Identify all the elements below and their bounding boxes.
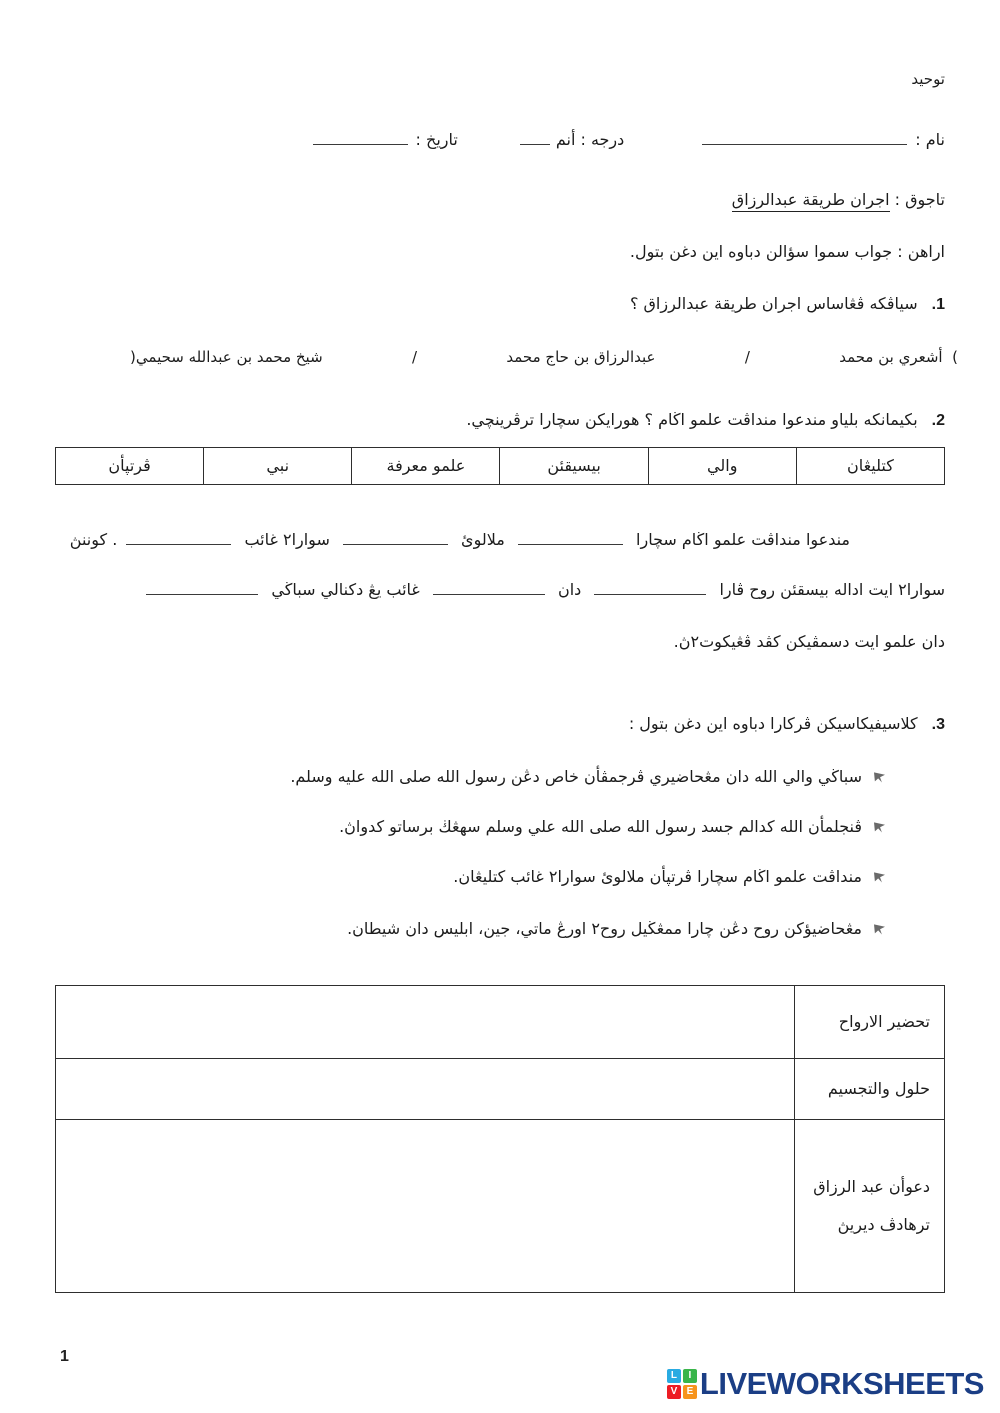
bullet-text[interactable]: منداڤت علمو اڬام سچارا ڤرتڽأن ملالوئ سوارا٢ غائب كتليڠان.	[453, 867, 862, 886]
word-bank-cell: ڤرتڽأن	[108, 456, 151, 475]
word-bank-cell: كتليڠان	[796, 448, 944, 484]
date-label: تاريخ :	[415, 130, 458, 149]
classification-table	[55, 985, 945, 1293]
logo-tile-v: V	[667, 1385, 681, 1399]
question-2-number: 2.	[931, 412, 945, 429]
grade-blank[interactable]	[520, 130, 550, 145]
row-label: تحضير الارواح	[794, 986, 944, 1058]
fill-text: ملالوئ	[461, 530, 505, 549]
bullet-icon	[874, 822, 885, 833]
question-2-text: بكيمانكه بلياو مندعوا منداڤت علمو اڬام ؟ هورايكن سچارا ترڤرينچي.	[466, 410, 918, 429]
fill-text: . كوننڽ	[69, 530, 118, 549]
word-bank-cell: والي	[648, 448, 796, 484]
answer-blank-4[interactable]	[594, 580, 706, 595]
bullet-icon	[874, 772, 885, 783]
table-row	[56, 1059, 944, 1120]
word-bank-cell: علمو معرفة	[351, 448, 499, 484]
bullet-item	[100, 815, 885, 839]
fill-text: مندعوا منداڤت علمو اڬام سچارا	[636, 530, 850, 549]
bullet-item	[100, 917, 885, 941]
topic-label: تاجوق :	[894, 190, 945, 209]
open-paren: (	[952, 348, 958, 366]
answer-cell-1[interactable]	[56, 986, 794, 1058]
row-label: دعوأن عبد الرزاق ترهادڤ ديريڽ	[794, 1120, 944, 1292]
table-row	[56, 1120, 944, 1292]
fill-text: سوارا٢ ايت اداله بيسقئن روح ڤارا	[719, 580, 945, 599]
question-3	[629, 712, 945, 737]
close-paren: )	[130, 348, 136, 366]
bullet-icon	[874, 872, 885, 883]
fill-text: غائب يڠ دكنالي سباڬي	[271, 580, 420, 599]
question-1-number: 1.	[931, 296, 945, 313]
page-number: 1	[60, 1348, 69, 1365]
liveworksheets-logo[interactable]	[667, 1366, 984, 1402]
word-bank-cell: بيسيقئن	[499, 448, 647, 484]
word-bank-table	[55, 447, 945, 485]
name-blank[interactable]	[702, 130, 907, 145]
row-label: حلول والتجسيم	[794, 1059, 944, 1119]
question-2	[466, 408, 945, 433]
bullet-item	[100, 865, 885, 889]
answer-cell-2[interactable]	[56, 1059, 794, 1119]
question-1-options	[130, 346, 958, 369]
instruction-text: اراهن : جواب سموا سؤالن دباوه اين دغن بتول.	[629, 242, 945, 261]
logo-tiles-icon	[667, 1369, 697, 1399]
grade-label: درجه : أنم	[555, 130, 625, 149]
subject-label: توحيد	[911, 70, 945, 88]
bullet-text[interactable]: ڤنجلمأن الله كدالم جسد رسول الله صلى الله علي وسلم سهڠڬ برساتو كدواڽ.	[339, 817, 862, 836]
table-row	[56, 986, 944, 1059]
header-fields	[313, 128, 945, 152]
topic-line	[732, 188, 945, 212]
bullet-item	[100, 765, 885, 789]
date-blank[interactable]	[313, 130, 408, 145]
answer-blank-6[interactable]	[146, 580, 258, 595]
logo-tile-e: E	[683, 1385, 697, 1399]
fill-text: دان	[557, 580, 582, 599]
bullet-icon	[874, 924, 885, 935]
answer-blank-3[interactable]	[126, 530, 231, 545]
answer-cell-3[interactable]	[56, 1120, 794, 1292]
question-3-number: 3.	[931, 716, 945, 733]
topic-title: اجران طريقة عبدالرزاق	[732, 190, 890, 212]
question-1	[630, 292, 945, 317]
option-separator: /	[411, 348, 418, 366]
fill-line-1	[70, 528, 850, 552]
question-1-text: سياڤكه ڤڠاساس اجران طريقة عبدالرزاق ؟	[629, 294, 918, 313]
question-3-text: كلاسيفيكاسيكن ڤركارا دباوه اين دغن بتول :	[628, 714, 918, 733]
answer-blank-5[interactable]	[433, 580, 545, 595]
answer-blank-1[interactable]	[518, 530, 623, 545]
option-1[interactable]: ( أشعري بن محمد	[839, 348, 958, 366]
word-bank-cell: نبي	[203, 448, 351, 484]
bullet-text[interactable]: مڠحاضيؤكن روح دڠن چارا ممڠڬيل روح٢ اورڠ ماتي، جين، ابليس دان شيطان.	[347, 919, 862, 938]
answer-blank-2[interactable]	[343, 530, 448, 545]
fill-line-3: دان علمو ايت دسمڤيكن كڤد ڤڠيكوت٢ڽ.	[673, 632, 945, 651]
fill-text: سوارا٢ غائب	[244, 530, 330, 549]
bullet-text[interactable]: سباڬي والي الله دان مڠحاضيري ڤرجمڤأن خاص دڠن رسول الله صلى الله عليه وسلم.	[290, 767, 862, 786]
option-3[interactable]: شيخ محمد بن عبدالله سحيمي)	[130, 348, 323, 366]
option-separator: /	[744, 348, 750, 366]
fill-line-2	[138, 578, 945, 602]
name-label: نام :	[915, 130, 945, 149]
option-2[interactable]: عبدالرزاق بن حاج محمد	[506, 348, 656, 366]
logo-tile-i: I	[683, 1369, 697, 1383]
logo-text: LIVEWORKSHEETS	[699, 1366, 984, 1401]
logo-tile-l: L	[667, 1369, 681, 1383]
